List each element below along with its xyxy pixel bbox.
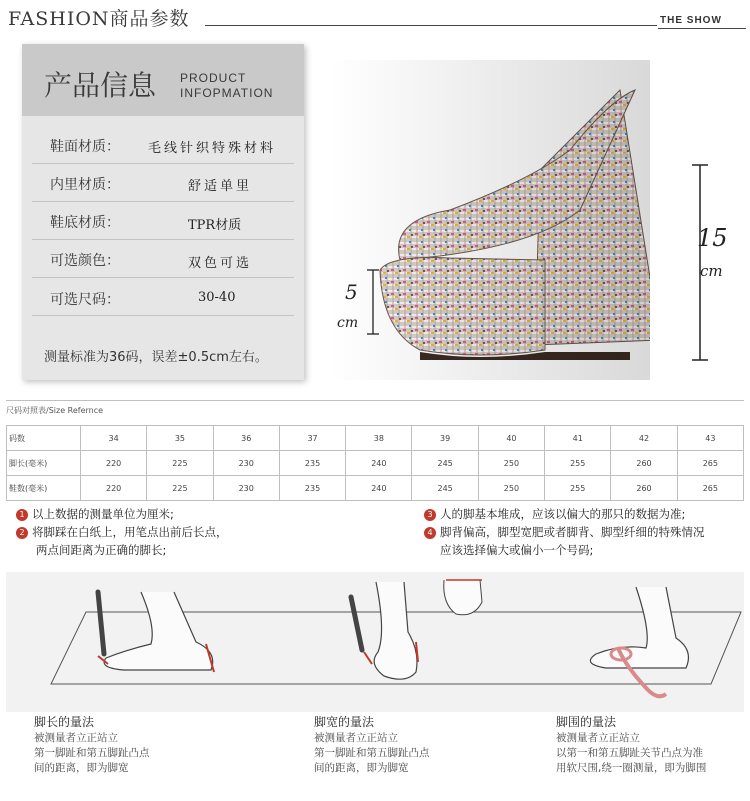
- foot-measurement-diagram: [6, 572, 744, 712]
- row-header: 鞋数(毫米): [7, 476, 81, 501]
- platform-height-unit: cm: [337, 315, 359, 331]
- note-2: [16, 524, 228, 540]
- note-text: 以上数据的测量单位为厘米;: [32, 507, 174, 521]
- caption-body-length: [34, 731, 150, 776]
- table-cell: 40: [478, 426, 544, 451]
- header-divider: [205, 25, 657, 26]
- table-row: [7, 451, 744, 476]
- caption-line: 被测量者立正站立: [556, 732, 640, 744]
- table-row: [7, 426, 744, 451]
- note-text: 将脚踩在白纸上，用笔点出前后长点，: [32, 525, 228, 539]
- table-cell: 43: [677, 426, 743, 451]
- table-cell: 34: [81, 426, 147, 451]
- note-4: [424, 524, 705, 540]
- table-cell: 42: [611, 426, 677, 451]
- header-title: FASHION商品参数: [8, 8, 190, 30]
- product-info-subtitle-1: PRODUCT: [180, 71, 247, 85]
- caption-line: 间的距离，即为脚宽: [314, 762, 409, 774]
- note-text: 脚背偏高，脚型宽肥或者脚背、脚型纤细的特殊情况: [440, 525, 705, 539]
- spec-value-sole: TPR材质: [188, 218, 242, 233]
- caption-line: 以第一和第五脚趾关节凸点为准: [556, 747, 703, 759]
- table-cell: 240: [346, 476, 412, 501]
- table-cell: 240: [346, 451, 412, 476]
- spec-divider: [32, 277, 294, 278]
- table-cell: 260: [611, 451, 677, 476]
- table-cell: 250: [478, 451, 544, 476]
- table-cell: 35: [147, 426, 213, 451]
- table-cell: 36: [213, 426, 279, 451]
- note-4-continued: 应该选择偏大或偏小一个号码;: [440, 543, 594, 557]
- table-cell: 230: [213, 476, 279, 501]
- note-number: 4: [424, 527, 436, 539]
- table-row: [7, 476, 744, 501]
- spec-label-lining: 内里材质：: [50, 177, 120, 193]
- spec-value-size: 30-40: [198, 290, 236, 305]
- table-cell: 39: [412, 426, 478, 451]
- total-height-value: 15: [697, 224, 728, 252]
- caption-title-width: 脚宽的量法: [314, 715, 375, 729]
- caption-body-girth: [556, 731, 706, 776]
- caption-line: 被测量者立正站立: [34, 732, 118, 744]
- caption-line: 第一脚趾和第五脚趾凸点: [314, 747, 430, 759]
- table-cell: 255: [545, 476, 611, 501]
- height-marker-platform: [366, 268, 380, 336]
- caption-line: 第一脚趾和第五脚趾凸点: [34, 747, 150, 759]
- table-cell: 230: [213, 451, 279, 476]
- size-table-top-rule: [6, 400, 744, 401]
- note-number: 3: [424, 509, 436, 521]
- spec-label-color: 可选颜色：: [50, 253, 120, 269]
- spec-divider: [32, 315, 294, 316]
- row-header: 码数: [7, 426, 81, 451]
- product-info-title: 产品信息: [44, 69, 157, 102]
- size-table-title: 尺码对照表/Size Refernce: [6, 406, 104, 415]
- caption-title-girth: 脚围的量法: [556, 715, 617, 729]
- note-2-continued: 两点间距离为正确的脚长;: [36, 543, 167, 557]
- platform-height-value: 5: [345, 280, 358, 304]
- spec-value-color: 双色可选: [188, 256, 253, 271]
- table-cell: 235: [279, 476, 345, 501]
- caption-line: 用软尺围,绕一圈测量，即为脚围: [556, 762, 707, 774]
- table-cell: 265: [677, 476, 743, 501]
- table-cell: 250: [478, 476, 544, 501]
- header-right-title: THE SHOW: [660, 15, 722, 26]
- table-cell: 255: [545, 451, 611, 476]
- spec-divider: [32, 201, 294, 202]
- size-table: [6, 425, 744, 501]
- caption-body-width: [314, 731, 430, 776]
- table-cell: 38: [346, 426, 412, 451]
- note-number: 2: [16, 527, 28, 539]
- total-height-unit: cm: [700, 262, 723, 280]
- spec-value-lining: 舒适单里: [188, 179, 253, 194]
- spec-label-upper: 鞋面材质：: [50, 139, 120, 155]
- row-header: 脚长(毫米): [7, 451, 81, 476]
- note-3: [424, 506, 685, 522]
- table-cell: 41: [545, 426, 611, 451]
- spec-label-size: 可选尺码：: [50, 292, 120, 308]
- note-text: 人的脚基本堆成，应该以偏大的那只的数据为准;: [440, 507, 686, 521]
- table-cell: 225: [147, 476, 213, 501]
- table-cell: 245: [412, 451, 478, 476]
- spec-divider: [32, 163, 294, 164]
- header-right-underline: [658, 28, 746, 29]
- note-1: [16, 506, 174, 522]
- spec-divider: [32, 239, 294, 240]
- measurement-note: 测量标准为36码，误差±0.5cm左右。: [44, 350, 268, 365]
- table-cell: 235: [279, 451, 345, 476]
- table-cell: 220: [81, 476, 147, 501]
- caption-title-length: 脚长的量法: [34, 715, 95, 729]
- table-cell: 245: [412, 476, 478, 501]
- product-info-subtitle-2: INFOPMATION: [180, 86, 274, 100]
- caption-line: 被测量者立正站立: [314, 732, 398, 744]
- table-cell: 265: [677, 451, 743, 476]
- caption-line: 间的距离，即为脚宽: [34, 762, 129, 774]
- table-cell: 37: [279, 426, 345, 451]
- spec-value-upper: 毛线针织特殊材料: [148, 141, 277, 156]
- table-cell: 220: [81, 451, 147, 476]
- spec-label-sole: 鞋底材质：: [50, 215, 120, 231]
- table-cell: 225: [147, 451, 213, 476]
- note-number: 1: [16, 509, 28, 521]
- table-cell: 260: [611, 476, 677, 501]
